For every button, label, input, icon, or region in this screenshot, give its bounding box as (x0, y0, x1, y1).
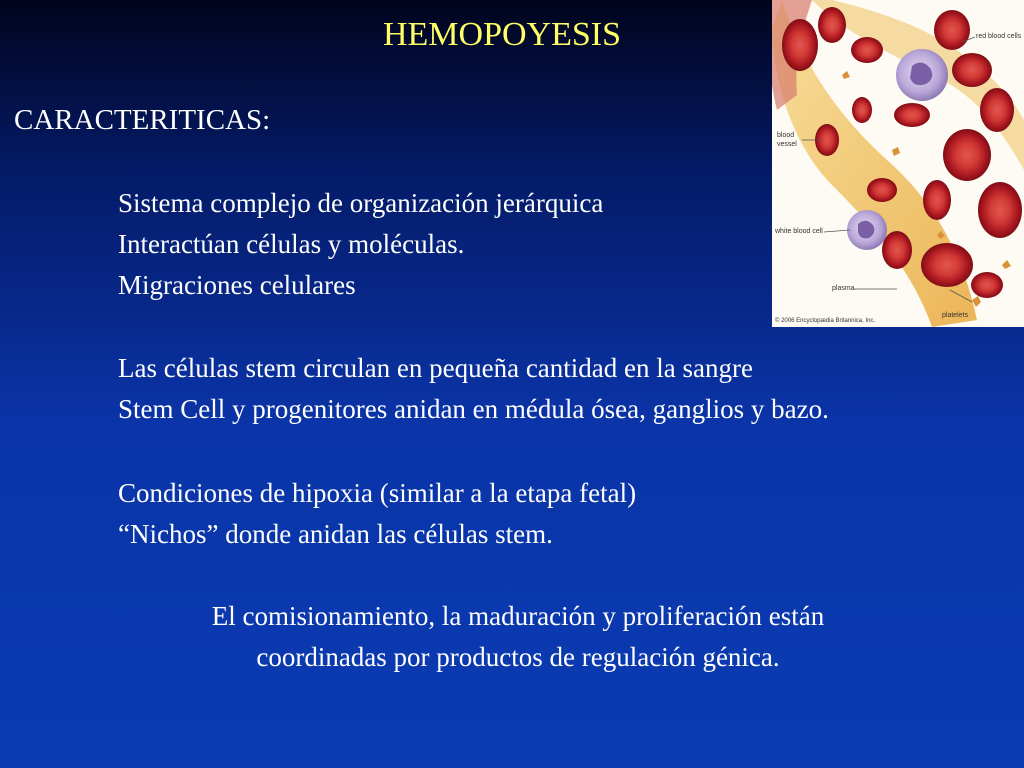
characteristics-group-1 (118, 183, 603, 306)
closing-paragraph (118, 596, 918, 678)
label-blood-vessel-2: vessel (777, 141, 797, 148)
characteristics-group-2 (118, 348, 829, 430)
label-white-blood-cell: white blood cell (775, 228, 823, 235)
label-plasma: plasma (832, 285, 855, 292)
blood-cells-illustration (772, 0, 1024, 327)
text-line: Stem Cell y progenitores anidan en médula ósea, ganglios y bazo. (118, 394, 829, 424)
slide-title: HEMOPOYESIS (382, 16, 622, 53)
blood-illustration-svg (772, 0, 1024, 327)
text-line: Interactúan células y moléculas. (118, 229, 465, 259)
text-line: coordinadas por productos de regulación génica. (256, 642, 780, 672)
label-platelets: platelets (942, 312, 969, 319)
text-line: El comisionamiento, la maduración y proliferación están (211, 601, 825, 631)
section-heading: CARACTERITICAS: (14, 104, 271, 136)
text-line: Las células stem circulan en pequeña cantidad en la sangre (118, 353, 753, 383)
text-line: Condiciones de hipoxia (similar a la etapa fetal) (118, 478, 637, 508)
characteristics-group-3 (118, 473, 636, 555)
copyright-notice: © 2006 Encyclopædia Britannica, Inc. (775, 318, 876, 324)
text-line: Migraciones celulares (118, 270, 356, 300)
label-red-blood-cells: red blood cells (976, 33, 1022, 40)
text-line: Sistema complejo de organización jerárquica (118, 188, 604, 218)
label-blood-vessel-1: blood (777, 132, 795, 139)
text-line: “Nichos” donde anidan las células stem. (118, 519, 553, 549)
